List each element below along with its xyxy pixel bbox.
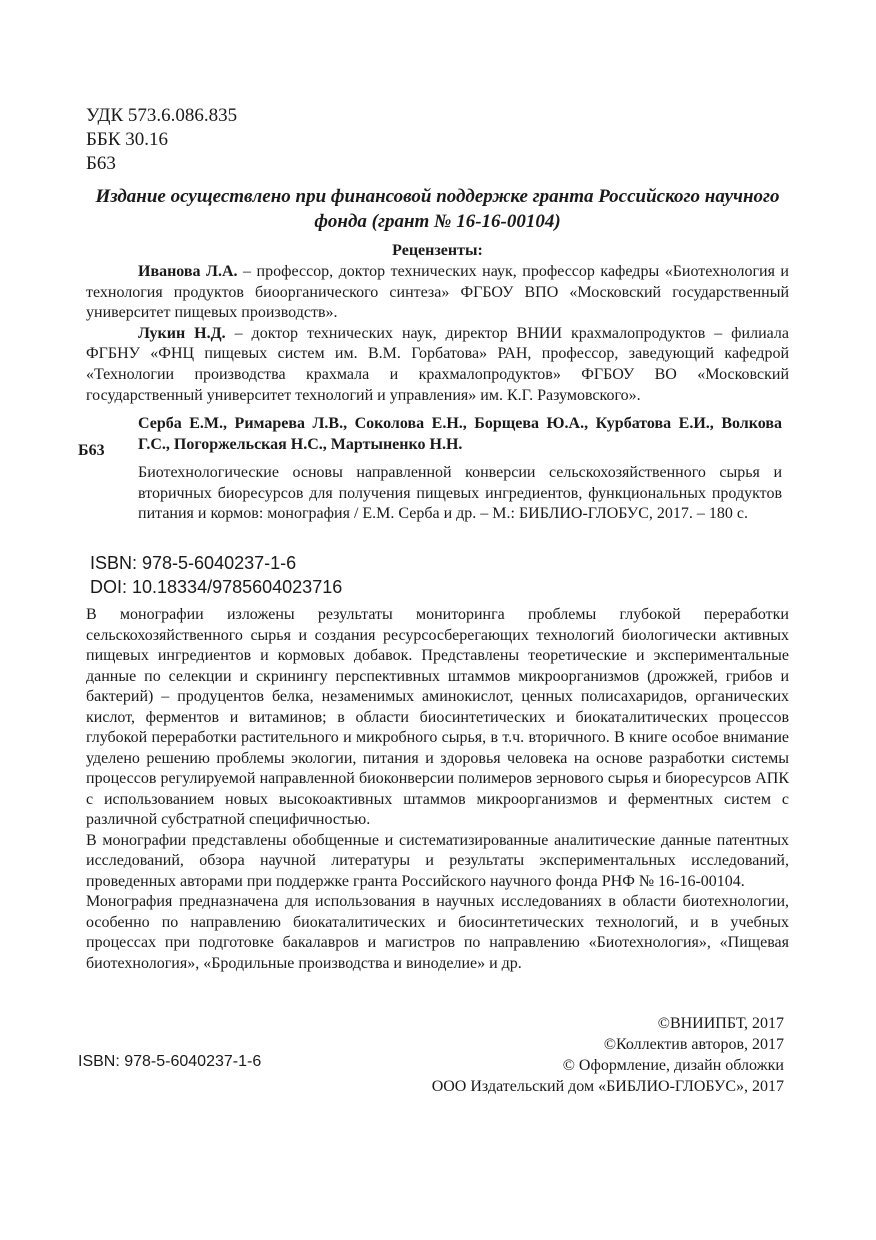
bbk-code: ББК 30.16 xyxy=(86,129,168,150)
reviewers-list xyxy=(86,262,789,406)
reviewer-name: Лукин Н.Д. xyxy=(138,324,226,342)
grant-note: Издание осуществлено при финансовой поддержке гранта Российского научного фонда (грант № 16-16-00104) xyxy=(95,186,780,232)
abstract-paragraph: В монографии представлены обобщенные и систематизированные аналитические данные патентных исследований, обзора научной литературы и результаты экспериментальных исследований, проведенных авторами при поддержке гранта Российского научного фонда РНФ № 16-16-00104. xyxy=(86,831,789,890)
udk-code: УДК 573.6.086.835 xyxy=(86,105,238,126)
isbn: ISBN: 978-5-6040237-1-6 xyxy=(90,553,297,573)
reviewer-entry xyxy=(86,324,789,406)
abstract xyxy=(86,605,789,974)
copyright-block xyxy=(432,1013,784,1097)
classification-codes xyxy=(86,104,237,176)
copyright-line: © Оформление, дизайн обложки xyxy=(562,1057,784,1074)
reviewer-entry xyxy=(86,262,789,324)
copyright-line: ООО Издательский дом «БИБЛИО-ГЛОБУС», 2017 xyxy=(431,1078,784,1095)
reviewer-name: Иванова Л.А. xyxy=(138,263,238,280)
copyright-line: ©Коллектив авторов, 2017 xyxy=(603,1036,784,1053)
book-description: Биотехнологические основы направленной конверсии сельскохозяйственного сырья и вторичных биоресурсов для получения пищевых ингредиентов, функциональных продуктов питания и кормов: монография / Е.М. Серба и др. – М.: БИБЛИО-ГЛОБУС, 2017. – 180 с. xyxy=(138,464,782,522)
reviewer-info: – доктор технических наук, директор ВНИИ крахмалопродуктов – филиала ФГБНУ «ФНЦ пищевых систем им. В.М. Горбатова» РАН, профессор, заведующий кафедрой «Технологии производства крахмала и крахмалопродуктов» ФГБОУ ВО «Московский государственный университет технологий и управления» им. К.Г. Разумовского». xyxy=(86,324,789,404)
doi: DOI: 10.18334/9785604023716 xyxy=(90,577,343,597)
bottom-isbn: ISBN: 978-5-6040237-1-6 xyxy=(78,1053,262,1070)
identifiers xyxy=(90,551,342,599)
abstract-paragraph: Монография предназначена для использования в научных исследованиях в области биотехнологии, особенно по направлению биокаталитических и биосинтетических технологий, и в учебных процессах при подготовке бакалавров и магистров по направлению «Биотехнология», «Пищевая биотехнология», «Бродильные производства и виноделие» и др. xyxy=(86,893,789,972)
bibliographic-index: Б63 xyxy=(78,442,105,459)
book-authors: Серба Е.М., Римарева Л.В., Соколова Е.Н., Борщева Ю.А., Курбатова Е.И., Волкова Г.С., Погоржельская Н.С., Мартыненко Н.Н. xyxy=(138,415,782,453)
author-mark: Б63 xyxy=(86,153,116,174)
copyright-line: ©ВНИИПБТ, 2017 xyxy=(657,1015,784,1032)
abstract-paragraph: В монографии изложены результаты мониторинга проблемы глубокой переработки сельскохозяйственного сырья и создания ресурсосберегающих технологий биологически активных пищевых ингредиентов и кормовых добавок. Представлены теоретические и экспериментальные данные по селекции и скринингу перспективных штаммов микроорганизмов (дрожжей, грибов и бактерий) – продуцентов белка, незаменимых аминокислот, ценных полисахаридов, органических кислот, ферментов и витаминов; в области биосинтетических и биокаталитических процессов глубокой переработки растительного и микробного сырья, в т.ч. вторичного. В книге особое внимание уделено решению проблемы экологии, питания и здоровья человека на основе разработки системы процессов регулируемой направленной биоконверсии полимеров зернового сырья и биоресурсов АПК с использованием новых высокоактивных штаммов микроорганизмов и ферментных систем с различной субстратной специфичностью. xyxy=(86,606,789,828)
bibliographic-record xyxy=(138,414,782,525)
reviewer-info: – профессор, доктор технических наук, профессор кафедры «Биотехнология и технология продуктов биоорганического синтеза» ФГБОУ ВПО «Московский государственный университет пищевых производств». xyxy=(86,263,789,322)
reviewers-title: Рецензенты: xyxy=(392,242,483,259)
